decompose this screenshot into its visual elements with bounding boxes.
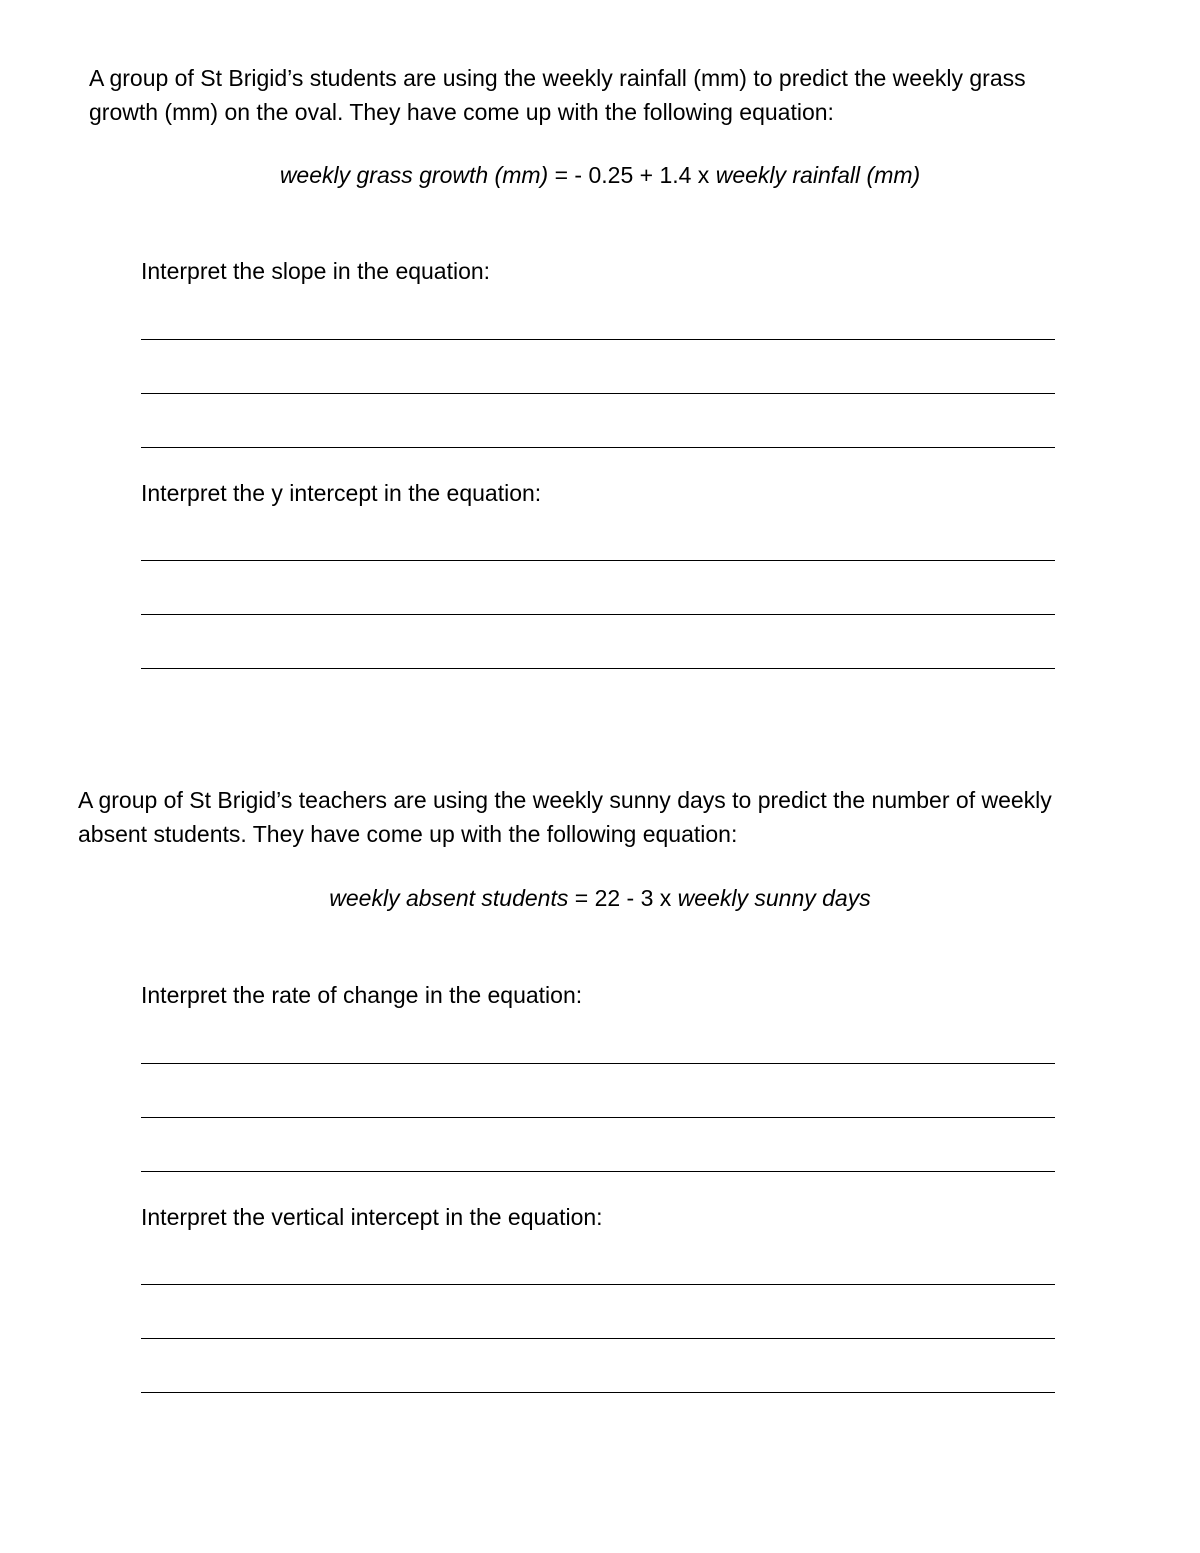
answer-line[interactable] — [141, 560, 1055, 561]
question-2-intro: A group of St Brigid’s teachers are using the weekly sunny days to predict the number of weekly absent students. They have come up with the following equation: — [78, 787, 1052, 847]
answer-line[interactable] — [141, 1063, 1055, 1064]
answer-line[interactable] — [141, 1117, 1055, 1118]
equation-lhs: weekly grass growth (mm) — [279, 162, 549, 188]
answer-line[interactable] — [141, 1338, 1055, 1339]
question-2-equation — [0, 883, 1200, 913]
equation-rhs: weekly rainfall (mm) — [715, 162, 921, 188]
answer-line[interactable] — [141, 614, 1055, 615]
answer-line[interactable] — [141, 447, 1055, 448]
answer-line[interactable] — [141, 1392, 1055, 1393]
question-1-equation — [0, 160, 1200, 190]
answer-line[interactable] — [141, 1171, 1055, 1172]
answer-line[interactable] — [141, 339, 1055, 340]
equation-operator: = - 0.25 + 1.4 x — [548, 162, 716, 188]
equation-operator: = 22 - 3 x — [568, 885, 678, 911]
answer-line[interactable] — [141, 393, 1055, 394]
answer-line[interactable] — [141, 668, 1055, 669]
question-1-intercept-prompt: Interpret the y intercept in the equation: — [141, 480, 542, 506]
question-1-intro: A group of St Brigid’s students are using the weekly rainfall (mm) to predict the weekly grass growth (mm) on the oval. They have come up with the following equation: — [89, 65, 1026, 125]
question-2-rate-prompt: Interpret the rate of change in the equation: — [141, 982, 583, 1008]
equation-lhs: weekly absent students — [329, 885, 569, 911]
question-1-slope-prompt: Interpret the slope in the equation: — [141, 258, 491, 284]
answer-line[interactable] — [141, 1284, 1055, 1285]
question-2-intercept-prompt: Interpret the vertical intercept in the equation: — [141, 1204, 603, 1230]
equation-rhs: weekly sunny days — [677, 885, 871, 911]
